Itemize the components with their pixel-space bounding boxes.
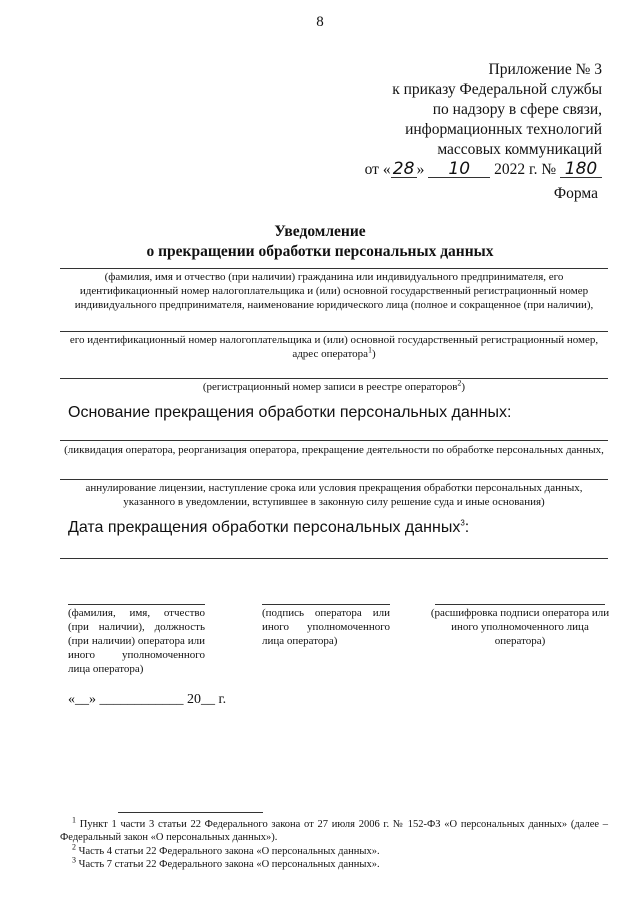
caption-text: ) [461,381,466,393]
appendix-line: массовых коммуникаций [437,141,602,158]
caption-line: его идентификационный номер налогоплательщика и (или) основной государственный регистрационный номер, [69,334,599,346]
caption-line: указанного в уведомлении, вступившее в законную силу решение суда и иные основания) [123,496,545,508]
signature-line-sign [262,604,390,605]
caption-line [60,347,608,361]
caption-basis-continued [60,481,608,509]
date-mid: » [416,161,425,178]
footnote-1 [60,815,608,844]
fill-line-6 [60,558,608,559]
appendix-title: Приложение № 3 [488,61,602,78]
form-label: Форма [553,185,598,202]
page-number: 8 [316,14,324,30]
caption-text: ) [372,348,376,360]
fill-line-3 [60,378,608,379]
footnote-number: 3 [72,855,76,865]
handwritten-month: 10 [428,161,490,178]
caption-basis [60,443,608,457]
caption-registry [60,380,608,394]
fill-line-1 [60,268,608,269]
caption-operator-ids [60,333,608,361]
appendix-line: информационных технологий [405,121,602,138]
appendix-block [330,60,602,180]
footnote-text: Часть 4 статьи 22 Федерального закона «О персональных данных». [78,846,380,857]
signature-line-name [68,604,205,605]
year-text: 2022 г. № [494,161,557,178]
caption-line: аннулирование лицензии, наступление срока или условия прекращения обработки персональных данных, [85,482,583,494]
caption-line: идентификационный номер налогоплательщика и (или) основной государственный регистрационный номер [79,285,589,297]
fill-line-5 [60,479,608,480]
handwritten-day: 28 [391,161,417,178]
title-line-2: о прекращении обработки персональных данных [146,243,494,260]
caption-applicant [60,270,608,312]
caption-text: адрес оператора [292,348,368,360]
section-date-colon: : [464,519,470,536]
footnote-ref: 1 [368,345,372,355]
appendix-line: по надзору в сфере связи, [432,101,602,118]
date-line: «__» ____________ 20__ г. [68,692,227,707]
signature-caption-sign: (подпись оператора или иного уполномоченного лица оператора) [262,607,390,647]
date-prefix: от « [364,161,391,178]
section-date-text: Дата прекращения обработки персональных данных [68,519,461,536]
signature-caption-decode: (расшифровка подписи оператора или иного уполномоченного лица оператора) [430,607,610,647]
footnote-3 [60,855,608,871]
fill-line-4 [60,440,608,441]
footnote-ref: 2 [457,378,462,388]
caption-line: (фамилия, имя и отчество (при наличии) гражданина или индивидуального предпринимателя, его [104,271,564,283]
signature-line-decode [435,604,605,605]
signature-caption-name: (фамилия, имя, отчество (при наличии), должность (при наличии) оператора или иного уполномоченного лица оператора) [68,607,205,675]
handwritten-order-number: 180 [560,161,602,178]
footnote-2 [60,842,608,858]
section-basis-heading: Основание прекращения обработки персональных данных: [68,404,512,421]
footnote-ref: 3 [460,518,465,528]
fill-line-2 [60,331,608,332]
footnote-text: Пункт 1 части 3 статьи 22 Федерального закона от 27 июля 2006 г. № 152-ФЗ «О персональных данных» (далее – Федеральный закон «О персональных данных»). [60,819,608,843]
appendix-date-line [330,160,602,180]
document-title [0,222,640,262]
appendix-line: к приказу Федеральной службы [392,81,602,98]
footnote-text: Часть 7 статьи 22 Федерального закона «О персональных данных». [78,859,380,870]
section-date-heading [68,519,469,537]
caption-line: индивидуального предпринимателя, наименование юридического лица (полное и сокращенное (при наличии), [74,299,594,311]
caption-text: (регистрационный номер записи в реестре операторов [202,381,458,393]
footnote-separator [118,812,263,813]
caption-line: (ликвидация оператора, реорганизация оператора, прекращение деятельности по обработке персональных данных, [64,444,604,456]
footnote-number: 2 [72,842,76,852]
title-line-1: Уведомление [274,223,366,240]
footnote-number: 1 [72,815,76,825]
